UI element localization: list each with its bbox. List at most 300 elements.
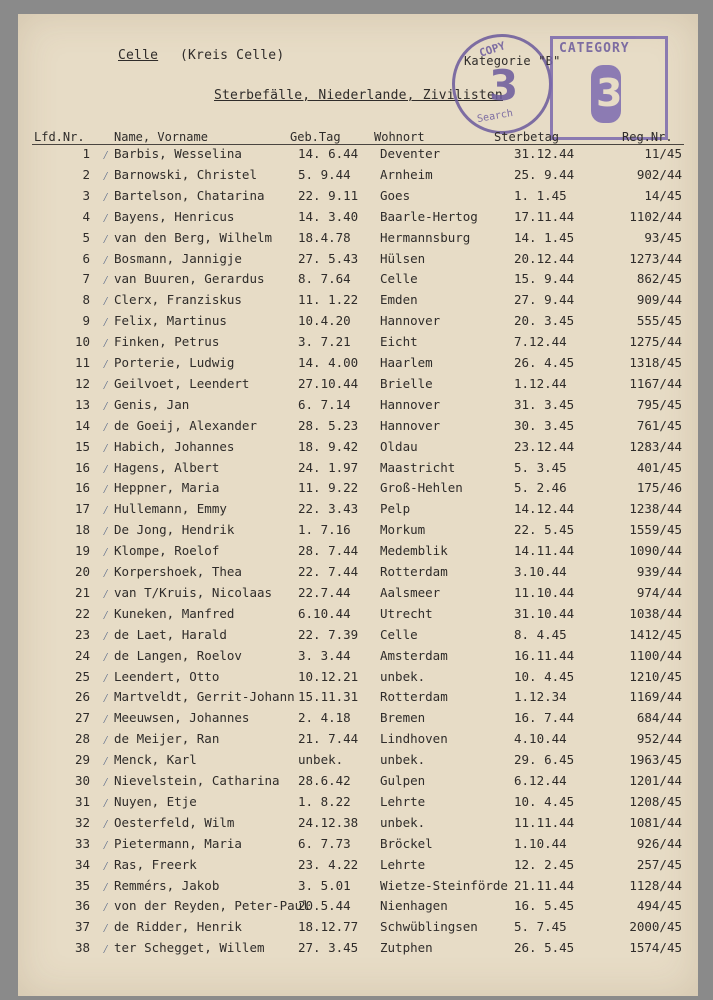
row-number: 36 <box>74 898 90 914</box>
row-name: van T/Kruis, Nicolaas <box>114 584 273 600</box>
check-mark-icon: ⁄ <box>102 524 110 539</box>
row-name: Geilvoet, Leendert <box>114 375 250 391</box>
row-birth-date: 18. 9.42 <box>298 438 359 454</box>
row-death-date: 31. 3.45 <box>514 396 575 412</box>
row-birth-date: 14. 4.00 <box>298 355 359 370</box>
row-reg-number: 93/45 <box>644 229 682 245</box>
row-residence: Wietze-Steinförde <box>380 877 508 893</box>
check-mark-icon: ⁄ <box>102 942 110 957</box>
header-rule <box>32 144 684 145</box>
row-birth-date: 11. 1.22 <box>298 292 359 308</box>
row-name: De Jong, Hendrik <box>114 522 235 538</box>
table-row <box>18 522 698 542</box>
row-death-date: 26. 5.45 <box>514 940 575 956</box>
table-row <box>18 188 698 208</box>
row-reg-number: 1090/44 <box>629 543 682 559</box>
row-residence: Lindhoven <box>380 731 448 747</box>
row-number: 16 <box>74 459 90 475</box>
check-mark-icon: ⁄ <box>102 628 110 643</box>
check-mark-icon: ⁄ <box>102 837 110 852</box>
row-reg-number: 14/45 <box>644 187 682 203</box>
row-birth-date: 27. 5.43 <box>298 250 359 266</box>
row-number: 18 <box>74 522 90 538</box>
row-residence: Groß-Hehlen <box>380 480 463 496</box>
row-birth-date: 22. 7.44 <box>298 564 359 579</box>
row-residence: Nienhagen <box>380 898 448 914</box>
row-number: 28 <box>74 731 90 747</box>
row-death-date: 27. 9.44 <box>514 292 575 308</box>
check-mark-icon: ⁄ <box>102 336 110 351</box>
check-mark-icon: ⁄ <box>102 419 110 434</box>
row-name: Bayens, Henricus <box>114 208 235 224</box>
place-title: Celle <box>118 48 159 63</box>
row-name: Remmérs, Jakob <box>114 877 220 893</box>
row-reg-number: 909/44 <box>636 292 682 308</box>
row-name: Menck, Karl <box>114 752 197 768</box>
col-header-wohnort: Wohnort <box>374 130 425 144</box>
row-number: 26 <box>74 689 90 705</box>
row-residence: Utrecht <box>380 605 433 621</box>
row-residence: unbek. <box>380 752 426 768</box>
row-reg-number: 1169/44 <box>629 689 682 705</box>
check-mark-icon: ⁄ <box>102 900 110 915</box>
row-reg-number: 175/46 <box>636 480 682 496</box>
row-name: Genis, Jan <box>114 396 190 412</box>
row-residence: Morkum <box>380 522 426 538</box>
row-residence: Amsterdam <box>380 647 448 663</box>
row-number: 29 <box>74 752 90 768</box>
row-birth-date: 28. 5.23 <box>298 417 359 433</box>
row-birth-date: 28.6.42 <box>298 773 351 788</box>
row-birth-date: 10.12.21 <box>298 668 359 684</box>
table-row <box>18 627 698 647</box>
row-birth-date: 22.7.44 <box>298 584 351 600</box>
row-reg-number: 1038/44 <box>629 605 682 621</box>
row-number: 5 <box>82 229 90 245</box>
col-header-sterbetag: Sterbetag <box>494 130 560 144</box>
row-death-date: 20. 3.45 <box>514 313 575 329</box>
row-birth-date: 6.10.44 <box>298 605 351 621</box>
row-residence: Gulpen <box>380 773 426 788</box>
row-death-date: 29. 6.45 <box>514 752 575 768</box>
row-reg-number: 684/44 <box>636 710 682 726</box>
row-residence: Brielle <box>380 375 433 391</box>
check-mark-icon: ⁄ <box>102 273 110 288</box>
row-death-date: 1.10.44 <box>514 835 567 851</box>
table-row <box>18 815 698 835</box>
district-title: (Kreis Celle) <box>180 48 285 63</box>
copy-stamp-search: Search <box>476 107 514 126</box>
table-row <box>18 230 698 250</box>
check-mark-icon: ⁄ <box>102 733 110 748</box>
row-reg-number: 926/44 <box>636 835 682 851</box>
row-death-date: 26. 4.45 <box>514 355 575 370</box>
row-death-date: 14. 1.45 <box>514 229 575 245</box>
row-death-date: 11.11.44 <box>514 814 575 830</box>
row-death-date: 10. 4.45 <box>514 793 575 809</box>
table-row <box>18 501 698 521</box>
row-number: 11 <box>74 355 90 370</box>
row-residence: Arnheim <box>380 166 433 182</box>
row-residence: Rotterdam <box>380 564 448 579</box>
row-death-date: 5. 2.46 <box>514 480 567 496</box>
row-death-date: 10. 4.45 <box>514 668 575 684</box>
check-mark-icon: ⁄ <box>102 879 110 894</box>
row-death-date: 31.10.44 <box>514 605 575 621</box>
table-row <box>18 773 698 793</box>
row-death-date: 15. 9.44 <box>514 271 575 287</box>
row-death-date: 1.12.34 <box>514 689 567 705</box>
row-death-date: 8. 4.45 <box>514 626 567 642</box>
row-death-date: 5. 7.45 <box>514 919 567 935</box>
check-mark-icon: ⁄ <box>102 357 110 371</box>
row-number: 14 <box>74 417 90 433</box>
row-reg-number: 1963/45 <box>629 752 682 768</box>
category-stamp-label: CATEGORY <box>559 41 630 56</box>
row-birth-date: 3. 7.21 <box>298 334 351 350</box>
row-reg-number: 1210/45 <box>629 668 682 684</box>
check-mark-icon: ⁄ <box>102 670 110 685</box>
row-residence: Baarle-Hertog <box>380 208 478 224</box>
row-death-date: 17.11.44 <box>514 208 575 224</box>
row-residence: Eicht <box>380 334 418 350</box>
row-name: Porterie, Ludwig <box>114 355 235 370</box>
check-mark-icon: ⁄ <box>102 377 110 392</box>
row-reg-number: 2000/45 <box>629 919 682 935</box>
row-number: 21 <box>74 584 90 600</box>
row-name: Habich, Johannes <box>114 438 235 454</box>
table-row <box>18 439 698 459</box>
check-mark-icon: ⁄ <box>102 691 110 706</box>
row-reg-number: 1238/44 <box>629 501 682 517</box>
table-row <box>18 209 698 229</box>
row-reg-number: 1201/44 <box>629 773 682 788</box>
row-name: Hagens, Albert <box>114 459 220 475</box>
check-mark-icon: ⁄ <box>102 649 110 664</box>
row-residence: unbek. <box>380 668 426 684</box>
row-death-date: 25. 9.44 <box>514 166 575 182</box>
check-mark-icon: ⁄ <box>102 816 110 831</box>
row-death-date: 14.11.44 <box>514 543 575 559</box>
row-death-date: 3.10.44 <box>514 564 567 579</box>
row-reg-number: 1128/44 <box>629 877 682 893</box>
row-birth-date: 3. 5.01 <box>298 877 351 893</box>
category-stamp-mark <box>591 65 621 123</box>
table-row <box>18 606 698 626</box>
row-number: 12 <box>74 375 90 391</box>
table-row <box>18 836 698 856</box>
row-number: 10 <box>74 334 90 350</box>
subtitle: Sterbefälle, Niederlande, Zivilisten <box>214 88 503 103</box>
col-header-name: Name, Vorname <box>114 130 208 144</box>
row-death-date: 16.11.44 <box>514 647 575 663</box>
table-row <box>18 355 698 375</box>
document-page <box>18 14 698 996</box>
row-name: Klompe, Roelof <box>114 543 220 559</box>
row-number: 7 <box>82 271 90 287</box>
row-death-date: 5. 3.45 <box>514 459 567 475</box>
row-reg-number: 11/45 <box>644 146 682 161</box>
row-number: 4 <box>82 208 90 224</box>
check-mark-icon: ⁄ <box>102 148 110 162</box>
row-name: Bartelson, Chatarina <box>114 187 265 203</box>
row-name: Kuneken, Manfred <box>114 605 235 621</box>
table-row <box>18 648 698 668</box>
row-birth-date: 1. 7.16 <box>298 522 351 538</box>
row-residence: Hannover <box>380 417 441 433</box>
row-death-date: 23.12.44 <box>514 438 575 454</box>
row-death-date: 12. 2.45 <box>514 856 575 872</box>
table-row <box>18 376 698 396</box>
row-residence: Aalsmeer <box>380 584 441 600</box>
row-death-date: 11.10.44 <box>514 584 575 600</box>
row-number: 20 <box>74 564 90 579</box>
row-birth-date: 6. 7.14 <box>298 396 351 412</box>
row-number: 19 <box>74 543 90 559</box>
row-birth-date: 15.11.31 <box>298 689 359 705</box>
row-reg-number: 1412/45 <box>629 626 682 642</box>
row-name: Ras, Freerk <box>114 856 197 872</box>
row-residence: Hannover <box>380 396 441 412</box>
row-birth-date: 8. 7.64 <box>298 271 351 287</box>
row-birth-date: 24.12.38 <box>298 814 359 830</box>
check-mark-icon: ⁄ <box>102 231 110 246</box>
row-birth-date: 22. 3.43 <box>298 501 359 517</box>
row-name: de Laet, Harald <box>114 626 227 642</box>
row-name: Oesterfeld, Wilm <box>114 814 235 830</box>
row-birth-date: unbek. <box>298 752 344 768</box>
row-residence: Lehrte <box>380 856 426 872</box>
row-residence: Celle <box>380 626 418 642</box>
row-birth-date: 18.12.77 <box>298 919 359 935</box>
row-name: de Langen, Roelov <box>114 647 242 663</box>
row-death-date: 22. 5.45 <box>514 522 575 538</box>
check-mark-icon: ⁄ <box>102 712 110 727</box>
row-residence: Schwüblingsen <box>380 919 478 935</box>
row-name: Barnowski, Christel <box>114 166 257 182</box>
row-death-date: 4.10.44 <box>514 731 567 747</box>
row-birth-date: 22. 9.11 <box>298 187 359 203</box>
check-mark-icon: ⁄ <box>102 921 110 936</box>
row-number: 32 <box>74 814 90 830</box>
check-mark-icon: ⁄ <box>102 189 110 204</box>
row-name: Heppner, Maria <box>114 480 220 496</box>
row-reg-number: 1283/44 <box>629 438 682 454</box>
row-number: 23 <box>74 626 90 642</box>
check-mark-icon: ⁄ <box>102 545 110 560</box>
table-row <box>18 731 698 751</box>
check-mark-icon: ⁄ <box>102 461 110 476</box>
col-header-geb: Geb.Tag <box>290 130 341 144</box>
table-row <box>18 794 698 814</box>
table-row <box>18 710 698 730</box>
row-birth-date: 27. 3.45 <box>298 940 359 956</box>
check-mark-icon: ⁄ <box>102 210 110 225</box>
row-number: 1 <box>82 146 90 161</box>
table-row <box>18 543 698 563</box>
row-name: de Meijer, Ran <box>114 731 220 747</box>
row-residence: Hermannsburg <box>380 229 471 245</box>
row-reg-number: 761/45 <box>636 417 682 433</box>
row-name: Leendert, Otto <box>114 668 220 684</box>
check-mark-icon: ⁄ <box>102 566 110 580</box>
row-birth-date: 27.10.44 <box>298 375 359 391</box>
table-row <box>18 167 698 187</box>
table-row <box>18 146 698 166</box>
row-number: 22 <box>74 605 90 621</box>
row-birth-date: 14. 6.44 <box>298 146 359 161</box>
row-birth-date: 2. 4.18 <box>298 710 351 726</box>
row-number: 13 <box>74 396 90 412</box>
row-birth-date: 11. 9.22 <box>298 480 359 496</box>
row-name: Finken, Petrus <box>114 334 220 350</box>
row-number: 24 <box>74 647 90 663</box>
table-row <box>18 898 698 918</box>
row-birth-date: 24. 1.97 <box>298 459 359 475</box>
row-name: Martveldt, Gerrit-Johann <box>114 689 295 705</box>
row-reg-number: 1273/44 <box>629 250 682 266</box>
row-birth-date: 22. 7.39 <box>298 626 359 642</box>
row-death-date: 20.12.44 <box>514 250 575 266</box>
table-row <box>18 334 698 354</box>
row-name: Barbis, Wesselina <box>114 146 242 161</box>
check-mark-icon: ⁄ <box>102 482 110 497</box>
row-residence: Goes <box>380 187 411 203</box>
row-birth-date: 20.5.44 <box>298 898 351 914</box>
table-row <box>18 919 698 939</box>
table-row <box>18 460 698 480</box>
row-number: 33 <box>74 835 90 851</box>
check-mark-icon: ⁄ <box>102 315 110 330</box>
row-name: de Goeij, Alexander <box>114 417 257 433</box>
check-mark-icon: ⁄ <box>102 858 110 873</box>
row-death-date: 1.12.44 <box>514 375 567 391</box>
row-death-date: 16. 7.44 <box>514 710 575 726</box>
check-mark-icon: ⁄ <box>102 252 110 267</box>
row-residence: unbek. <box>380 814 426 830</box>
table-row <box>18 940 698 960</box>
row-name: ter Schegget, Willem <box>114 940 265 956</box>
row-birth-date: 5. 9.44 <box>298 166 351 182</box>
row-name: de Ridder, Henrik <box>114 919 242 935</box>
row-residence: Celle <box>380 271 418 287</box>
row-number: 34 <box>74 856 90 872</box>
row-reg-number: 952/44 <box>636 731 682 747</box>
row-reg-number: 902/44 <box>636 166 682 182</box>
row-number: 3 <box>82 187 90 203</box>
row-residence: Maastricht <box>380 459 456 475</box>
row-death-date: 16. 5.45 <box>514 898 575 914</box>
copy-stamp-label: COPY <box>477 39 507 60</box>
row-number: 9 <box>82 313 90 329</box>
table-row <box>18 689 698 709</box>
row-number: 6 <box>82 250 90 266</box>
category-text: Kategorie "B" <box>464 54 561 68</box>
row-birth-date: 6. 7.73 <box>298 835 351 851</box>
row-death-date: 14.12.44 <box>514 501 575 517</box>
row-number: 35 <box>74 877 90 893</box>
row-residence: Haarlem <box>380 355 433 370</box>
row-residence: Medemblik <box>380 543 448 559</box>
table-row <box>18 669 698 689</box>
row-residence: Deventer <box>380 146 441 161</box>
row-reg-number: 1081/44 <box>629 814 682 830</box>
row-name: Pietermann, Maria <box>114 835 242 851</box>
check-mark-icon: ⁄ <box>102 503 110 518</box>
row-death-date: 21.11.44 <box>514 877 575 893</box>
row-reg-number: 1559/45 <box>629 522 682 538</box>
row-birth-date: 18.4.78 <box>298 229 351 245</box>
check-mark-icon: ⁄ <box>102 754 110 769</box>
row-birth-date: 21. 7.44 <box>298 731 359 747</box>
row-name: Korpershoek, Thea <box>114 564 242 579</box>
row-reg-number: 555/45 <box>636 313 682 329</box>
check-mark-icon: ⁄ <box>102 440 110 455</box>
row-reg-number: 401/45 <box>636 459 682 475</box>
row-birth-date: 23. 4.22 <box>298 856 359 872</box>
row-reg-number: 974/44 <box>636 584 682 600</box>
row-number: 38 <box>74 940 90 956</box>
row-number: 37 <box>74 919 90 935</box>
row-number: 15 <box>74 438 90 454</box>
row-reg-number: 494/45 <box>636 898 682 914</box>
check-mark-icon: ⁄ <box>102 168 110 183</box>
check-mark-icon: ⁄ <box>102 607 110 622</box>
row-reg-number: 1102/44 <box>629 208 682 224</box>
row-birth-date: 1. 8.22 <box>298 793 351 809</box>
check-mark-icon: ⁄ <box>102 795 110 810</box>
row-number: 25 <box>74 668 90 684</box>
row-birth-date: 28. 7.44 <box>298 543 359 559</box>
row-residence: Lehrte <box>380 793 426 809</box>
row-reg-number: 795/45 <box>636 396 682 412</box>
copy-stamp-number: 3 <box>489 61 519 110</box>
row-residence: Bröckel <box>380 835 433 851</box>
row-number: 2 <box>82 166 90 182</box>
category-stamp <box>550 36 668 140</box>
row-residence: Zutphen <box>380 940 433 956</box>
table-row <box>18 418 698 438</box>
table-row <box>18 752 698 772</box>
row-name: Nuyen, Etje <box>114 793 197 809</box>
col-header-regnr: Reg.Nr. <box>622 130 673 144</box>
row-residence: Emden <box>380 292 418 308</box>
check-mark-icon: ⁄ <box>102 775 110 789</box>
row-birth-date: 3. 3.44 <box>298 647 351 663</box>
table-row <box>18 397 698 417</box>
row-reg-number: 1100/44 <box>629 647 682 663</box>
row-name: van den Berg, Wilhelm <box>114 229 273 245</box>
row-number: 17 <box>74 501 90 517</box>
table-row <box>18 878 698 898</box>
row-number: 16 <box>74 480 90 496</box>
row-birth-date: 14. 3.40 <box>298 208 359 224</box>
row-name: van Buuren, Gerardus <box>114 271 265 287</box>
row-reg-number: 1318/45 <box>629 355 682 370</box>
row-number: 8 <box>82 292 90 308</box>
check-mark-icon: ⁄ <box>102 294 110 309</box>
row-reg-number: 1574/45 <box>629 940 682 956</box>
row-residence: Oldau <box>380 438 418 454</box>
row-residence: Rotterdam <box>380 689 448 705</box>
table-row <box>18 857 698 877</box>
check-mark-icon: ⁄ <box>102 586 110 601</box>
row-name: Nievelstein, Catharina <box>114 773 280 788</box>
row-reg-number: 1167/44 <box>629 375 682 391</box>
table-row <box>18 271 698 291</box>
row-reg-number: 862/45 <box>636 271 682 287</box>
row-reg-number: 1208/45 <box>629 793 682 809</box>
